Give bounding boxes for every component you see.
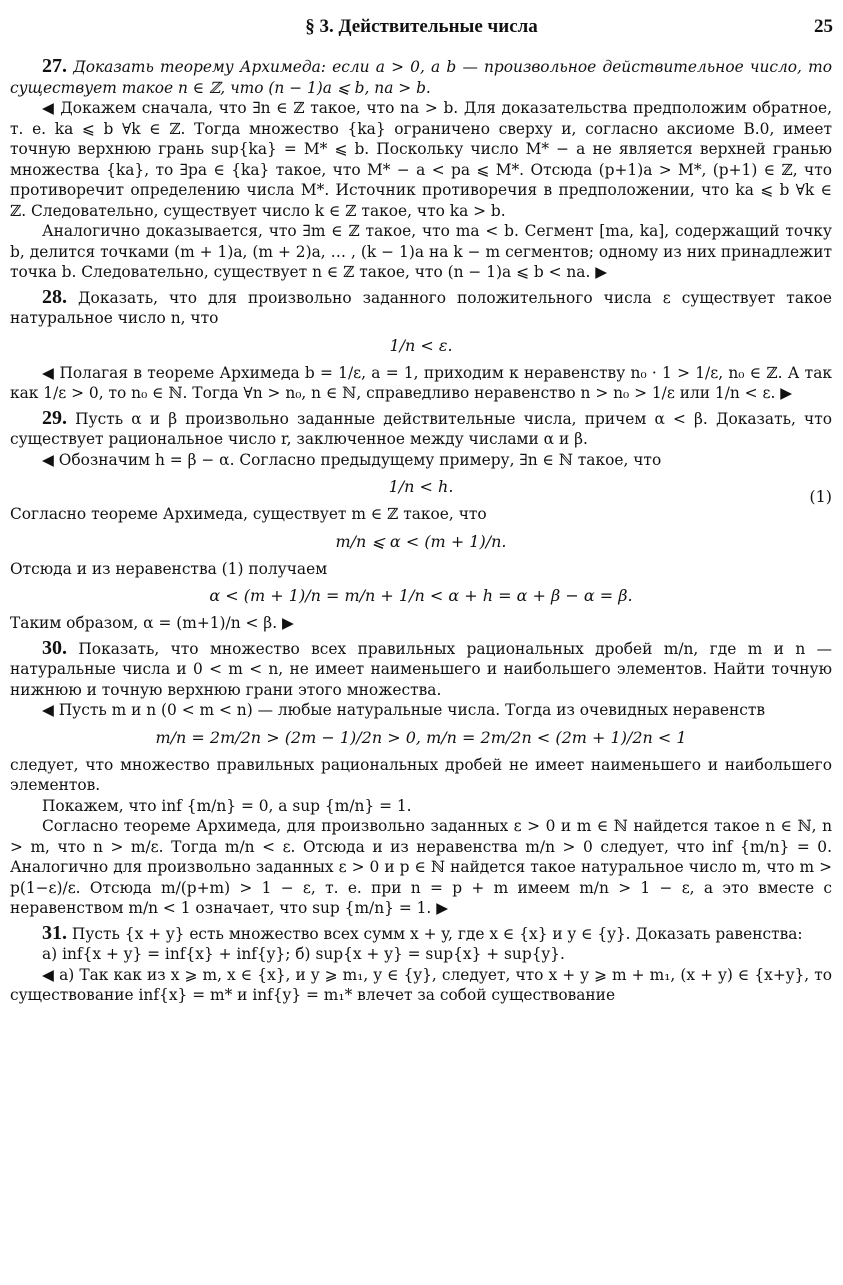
problem-29 (10, 408, 832, 450)
problem-28 (10, 287, 832, 329)
page-number: 25 (814, 16, 833, 37)
text-line: Таким образом, α = (m+1)/n < β. ▶ (10, 614, 294, 632)
proof-paragraph: ◀ Полагая в теореме Архимеда b = 1/ε, a = 1, приходим к неравенству n₀ · 1 > 1/ε, n₀ ∈ ℤ. А так как 1/ε > 0, то n₀ ∈ ℕ. Тогда ∀n > n₀, n ∈ ℕ, справедливо неравенство n > n₀ > 1/ε или 1/n < ε. ▶ (10, 363, 832, 402)
page-body (10, 52, 832, 1006)
problem-statement: Пусть {x + y} есть множество всех сумм x + y, где x ∈ {x} и y ∈ {y}. Доказать равенства: (71, 924, 803, 943)
proof-paragraph: Согласно теореме Архимеда, для произвольно заданных ε > 0 и m ∈ ℕ найдется такое n ∈ ℕ, n > m, что n > m/ε. Тогда m/n < ε. Отсюда и из неравенства m/n > 0 следует, что inf {m/n} = 0. Аналогично для произвольно заданных ε > 0 и p ∈ ℕ найдется такое натуральное число m, что m > p(1−ε)/ε. Отсюда m/(p+m) > 1 − ε, т. е. при n = p + m имеем m/n > 1 − ε, а это вместе с неравенством m/n < 1 означает, что sup {m/n} = 1. ▶ (10, 817, 832, 917)
section-title: § 3. Действительные числа (305, 16, 538, 37)
display-formula: α < (m + 1)/n = m/n + 1/n < α + h = α + β − α = β. (209, 586, 633, 605)
problem-31 (10, 923, 832, 945)
problem-30 (10, 638, 832, 701)
running-header (0, 16, 843, 40)
proof-paragraph: ◀ а) Так как из x ⩾ m, x ∈ {x}, и y ⩾ m₁, y ∈ {y}, следует, что x + y ⩾ m + m₁, (x + y) ∈ {x+y}, то существование inf{x} = m* и inf{y} = m₁* влечет за собой существование (10, 965, 832, 1004)
problem-number: 27. (42, 55, 67, 77)
equalities-list: а) inf{x + y} = inf{x} + inf{y}; б) sup{x + y} = sup{x} + sup{y}. (42, 945, 565, 963)
problem-statement: Показать, что множество всех правильных рациональных дробей m/n, где m и n — натуральные числа и 0 < m < n, не имеет наименьшего и наибольшего элементов. Найти точную нижнюю и точную верхнюю грани этого множества. (10, 639, 832, 699)
text-line: Отсюда и из неравенства (1) получаем (10, 559, 328, 578)
problem-number: 29. (42, 406, 67, 429)
problem-statement: Пусть α и β произвольно заданные действительные числа, причем α < β. Доказать, что существует рациональное число r, заключенное между числами α и β. (10, 409, 832, 448)
text-line: следует, что множество правильных рациональных дробей не имеет наименьшего и наибольшего элементов. (10, 755, 832, 794)
proof-paragraph: ◀ Обозначим h = β − α. Согласно предыдущему примеру, ∃n ∈ ℕ такое, что (42, 450, 662, 469)
problem-27 (10, 56, 832, 98)
display-formula (10, 476, 832, 506)
problem-number: 31. (42, 921, 67, 944)
problem-statement: Доказать, что для произвольно заданного положительного числа ε существует такое натуральное число n, что (10, 288, 832, 327)
formula-text: 1/n < h. (388, 477, 454, 496)
text-line: Покажем, что inf {m/n} = 0, а sup {m/n} = 1. (42, 796, 412, 815)
problem-number: 28. (42, 285, 67, 308)
proof-paragraph: ◀ Докажем сначала, что ∃n ∈ ℤ такое, что na > b. Для доказательства предположим обратное, т. е. ka ⩽ b ∀k ∈ ℤ. Тогда множество {ka} ограничено сверху и, согласно аксиоме В.0, имеет точную верхнюю грань sup{ka} = M* ⩽ b. Поскольку число M* − a не является верхней гранью множества {ka}, то ∃pa ∈ {ka} такое, что M* − a < pa ⩽ M*. Отсюда (p+1)a > M*, (p+1) ∈ ℤ, что противоречит определению числа M*. Источник противоречия в предположении, что ka ⩽ b ∀k ∈ ℤ. Следовательно, существует число k ∈ ℤ такое, что ka > b. (10, 99, 832, 220)
equation-number: (1) (809, 487, 832, 506)
display-formula: m/n ⩽ α < (m + 1)/n. (335, 531, 507, 551)
display-formula: m/n = 2m/2n > (2m − 1)/2n > 0, m/n = 2m/2n < (2m + 1)/2n < 1 (155, 727, 687, 747)
display-formula: 1/n < ε. (389, 335, 453, 355)
text-line: Согласно теореме Архимеда, существует m ∈ ℤ такое, что (10, 505, 487, 523)
proof-paragraph: Аналогично доказывается, что ∃m ∈ ℤ такое, что ma < b. Сегмент [ma, ka], содержащий точку b, делится точками (m + 1)a, (m + 2)a, … , (k − 1)a на k − m сегментов; одному из них принадлежит точка b. Следовательно, существует n ∈ ℤ такое, что (n − 1)a ⩽ b < na. ▶ (10, 222, 832, 281)
problem-statement: Доказать теорему Архимеда: если a > 0, a b — произвольное действительное число, то существует такое n ∈ ℤ, что (n − 1)a ⩽ b, na > b. (10, 58, 832, 97)
proof-paragraph: ◀ Пусть m и n (0 < m < n) — любые натуральные числа. Тогда из очевидных неравенств (42, 701, 766, 719)
problem-number: 30. (42, 636, 67, 659)
